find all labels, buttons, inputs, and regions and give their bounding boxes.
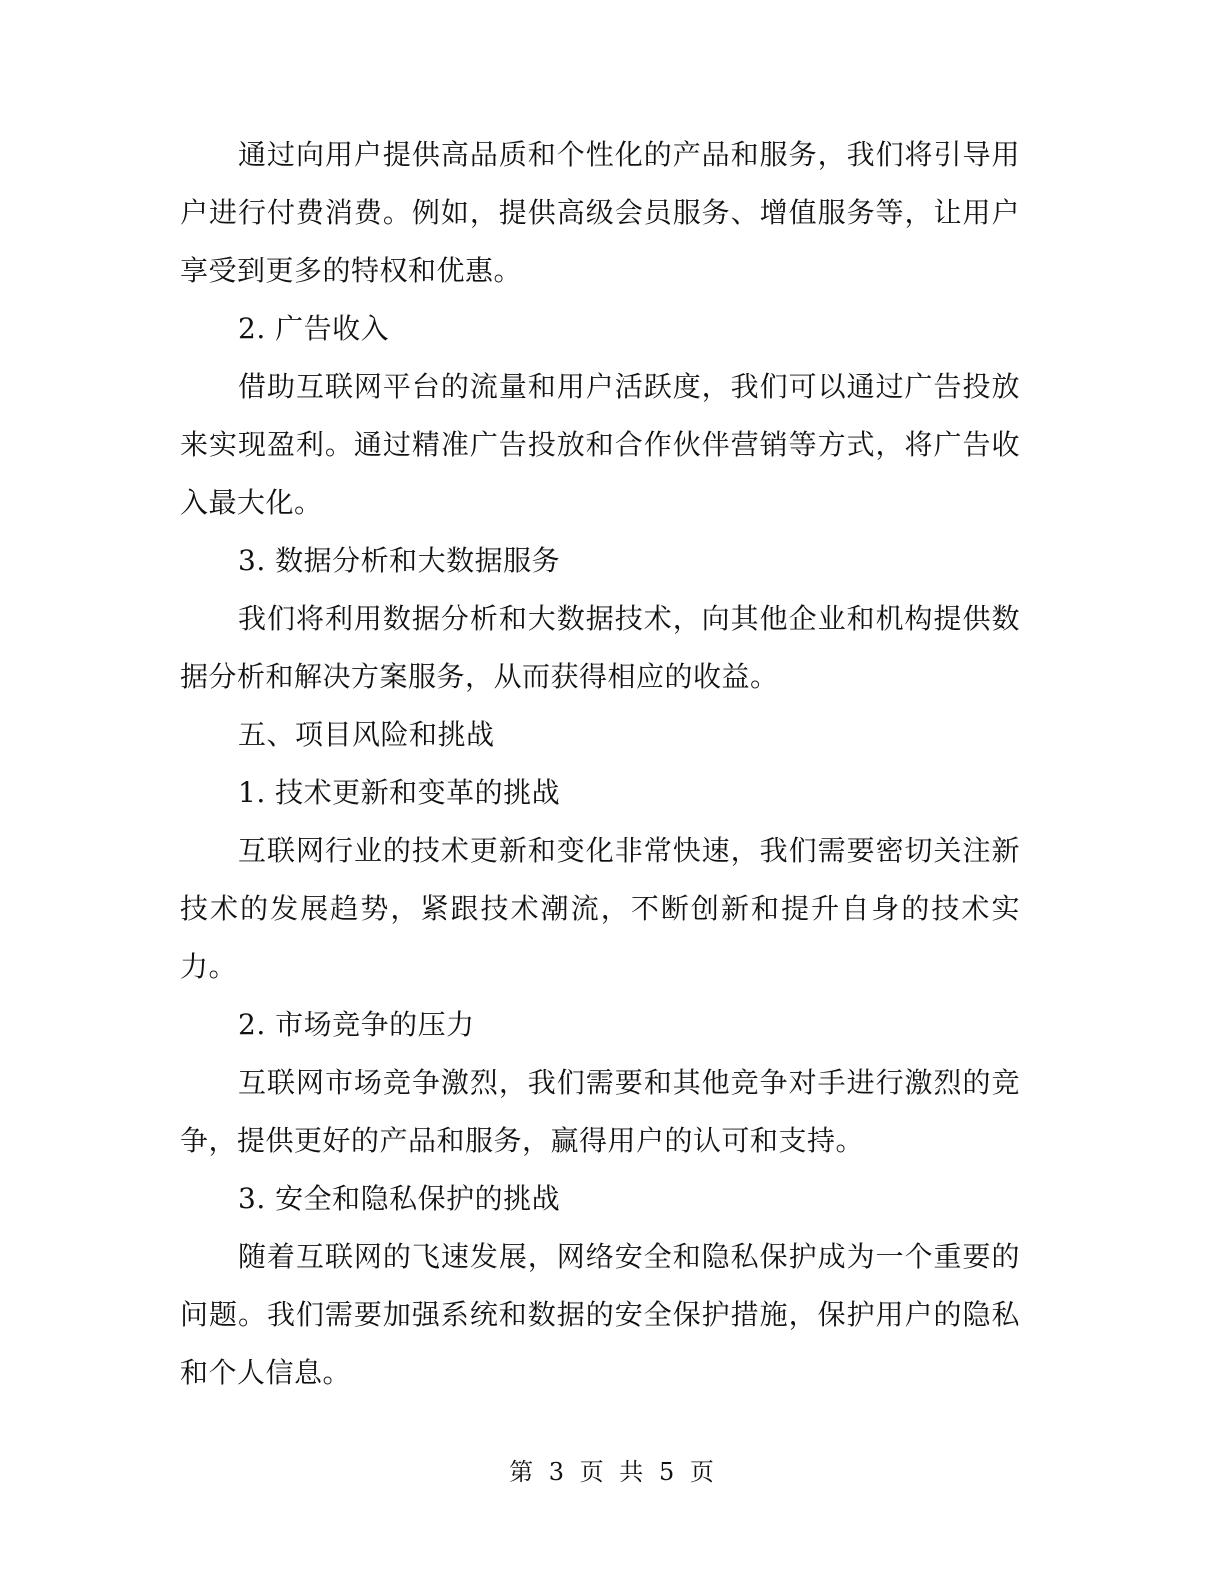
paragraph-ad-revenue: 借助互联网平台的流量和用户活跃度，我们可以通过广告投放来实现盈利。通过精准广告投放和合作伙伴营销等方式，将广告收入最大化。 <box>180 370 1020 519</box>
heading-security-privacy: 3. 安全和隐私保护的挑战 <box>238 1182 561 1215</box>
paragraph-tech-challenge: 互联网行业的技术更新和变化非常快速，我们需要密切关注新技术的发展趋势，紧跟技术潮流，不断创新和提升自身的技术实力。 <box>180 834 1020 983</box>
paragraph-paid-services: 通过向用户提供高品质和个性化的产品和服务，我们将引导用户进行付费消费。例如，提供高级会员服务、增值服务等，让用户享受到更多的特权和优惠。 <box>180 138 1020 287</box>
heading-ad-revenue: 2. 广告收入 <box>238 312 390 345</box>
heading-market-competition: 2. 市场竞争的压力 <box>238 1008 475 1041</box>
document-body <box>180 126 1020 1402</box>
heading-tech-challenge: 1. 技术更新和变革的挑战 <box>238 776 561 809</box>
paragraph-security-privacy: 随着互联网的飞速发展，网络安全和隐私保护成为一个重要的问题。我们需要加强系统和数据的安全保护措施，保护用户的隐私和个人信息。 <box>180 1240 1020 1389</box>
heading-data-services: 3. 数据分析和大数据服务 <box>238 544 561 577</box>
page-footer: 第 3 页 共 5 页 <box>509 1458 715 1486</box>
heading-section-risks: 五、项目风险和挑战 <box>238 718 495 751</box>
paragraph-market-competition: 互联网市场竞争激烈，我们需要和其他竞争对手进行激烈的竞争，提供更好的产品和服务，赢得用户的认可和支持。 <box>180 1066 1020 1157</box>
paragraph-data-services: 我们将利用数据分析和大数据技术，向其他企业和机构提供数据分析和解决方案服务，从而获得相应的收益。 <box>180 602 1020 693</box>
